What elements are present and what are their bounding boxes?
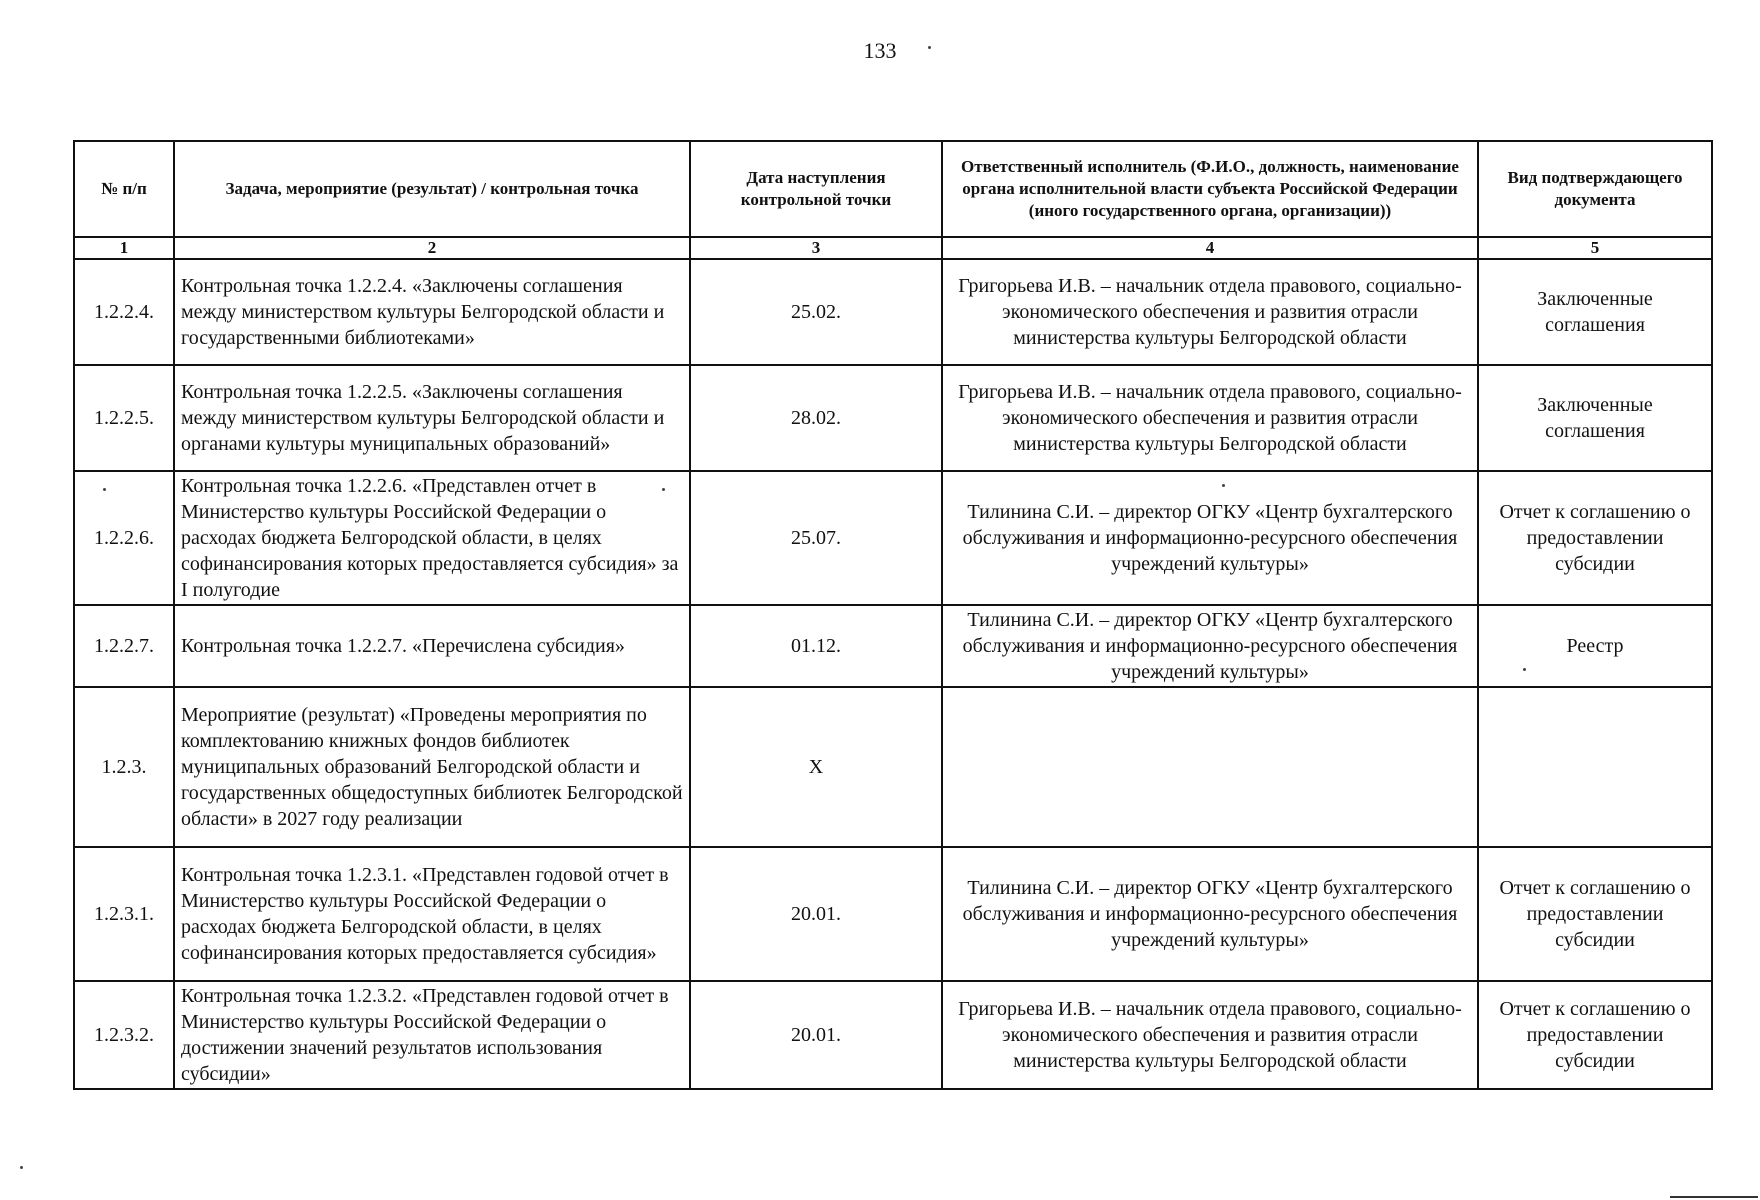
row-responsible: Тилинина С.И. – директор ОГКУ «Центр бухгалтерского обслуживания и информационно-ресурсного обеспечения учреждений культуры» [942,471,1478,605]
page-number: 133 [863,38,897,63]
scan-dust-mark [1222,484,1225,487]
table-row [74,259,1712,365]
row-document: Отчет к соглашению о предоставлении субсидии [1478,847,1712,981]
row-number: 1.2.2.7. [74,605,174,687]
row-document [1478,687,1712,847]
table-row [74,365,1712,471]
control-points-table [73,140,1713,1090]
row-date: 20.01. [690,847,942,981]
row-date: Х [690,687,942,847]
column-number: 3 [690,237,942,259]
row-number: 1.2.2.6. [74,471,174,605]
header-task: Задача, мероприятие (результат) / контрольная точка [174,141,690,237]
table-row [74,981,1712,1089]
table-row [74,847,1712,981]
row-task: Контрольная точка 1.2.2.5. «Заключены соглашения между министерством культуры Белгородской области и органами культуры муниципальных образований» [174,365,690,471]
column-number: 4 [942,237,1478,259]
row-document: Заключенные соглашения [1478,259,1712,365]
table-row [74,687,1712,847]
row-document: Отчет к соглашению о предоставлении субсидии [1478,471,1712,605]
table-header-row [74,141,1712,237]
row-document: Заключенные соглашения [1478,365,1712,471]
row-responsible: Тилинина С.И. – директор ОГКУ «Центр бухгалтерского обслуживания и информационно-ресурсного обеспечения учреждений культуры» [942,605,1478,687]
scan-dust-mark [103,488,106,491]
row-date: 01.12. [690,605,942,687]
row-date: 20.01. [690,981,942,1089]
row-task: Контрольная точка 1.2.2.4. «Заключены соглашения между министерством культуры Белгородской области и государственными библиотеками» [174,259,690,365]
row-document: Отчет к соглашению о предоставлении субсидии [1478,981,1712,1089]
row-number: 1.2.3.2. [74,981,174,1089]
row-date: 25.07. [690,471,942,605]
scan-edge-line [1670,1196,1758,1198]
row-number: 1.2.3.1. [74,847,174,981]
header-date: Дата наступления контрольной точки [690,141,942,237]
row-date: 28.02. [690,365,942,471]
scan-dust-mark [20,1166,23,1169]
row-number: 1.2.2.4. [74,259,174,365]
scan-dust-mark [662,488,665,491]
row-number: 1.2.2.5. [74,365,174,471]
row-document: Реестр [1478,605,1712,687]
row-date: 25.02. [690,259,942,365]
column-number: 5 [1478,237,1712,259]
row-number: 1.2.3. [74,687,174,847]
column-number: 2 [174,237,690,259]
scan-dust-mark [928,46,931,49]
row-task: Контрольная точка 1.2.3.1. «Представлен годовой отчет в Министерство культуры Российской Федерации о расходах бюджета Белгородской области, в целях софинансирования которых предоставляется субсидия» [174,847,690,981]
row-task: Мероприятие (результат) «Проведены мероприятия по комплектованию книжных фондов библиотек муниципальных образований Белгородской области и государственных общедоступных библиотек Белгородской области» в 2027 году реализации [174,687,690,847]
scan-dust-mark [1523,668,1526,671]
row-task: Контрольная точка 1.2.3.2. «Представлен годовой отчет в Министерство культуры Российской Федерации о достижении значений результатов использования субсидии» [174,981,690,1089]
row-responsible: Григорьева И.В. – начальник отдела правового, социально-экономического обеспечения и развития отрасли министерства культуры Белгородской области [942,259,1478,365]
row-responsible [942,687,1478,847]
column-number: 1 [74,237,174,259]
row-responsible: Григорьева И.В. – начальник отдела правового, социально-экономического обеспечения и развития отрасли министерства культуры Белгородской области [942,981,1478,1089]
header-responsible: Ответственный исполнитель (Ф.И.О., должность, наименование органа исполнительной власти субъекта Российской Федерации (иного государственного органа, организации)) [942,141,1478,237]
table-row [74,471,1712,605]
row-responsible: Тилинина С.И. – директор ОГКУ «Центр бухгалтерского обслуживания и информационно-ресурсного обеспечения учреждений культуры» [942,847,1478,981]
table-row [74,605,1712,687]
header-number: № п/п [74,141,174,237]
header-document: Вид подтверждающего документа [1478,141,1712,237]
column-number-row [74,237,1712,259]
row-responsible: Григорьева И.В. – начальник отдела правового, социально-экономического обеспечения и развития отрасли министерства культуры Белгородской области [942,365,1478,471]
row-task: Контрольная точка 1.2.2.7. «Перечислена субсидия» [174,605,690,687]
row-task: Контрольная точка 1.2.2.6. «Представлен отчет в Министерство культуры Российской Федерации о расходах бюджета Белгородской области, в целях софинансирования которых предоставляется субсидия» за I полугодие [174,471,690,605]
